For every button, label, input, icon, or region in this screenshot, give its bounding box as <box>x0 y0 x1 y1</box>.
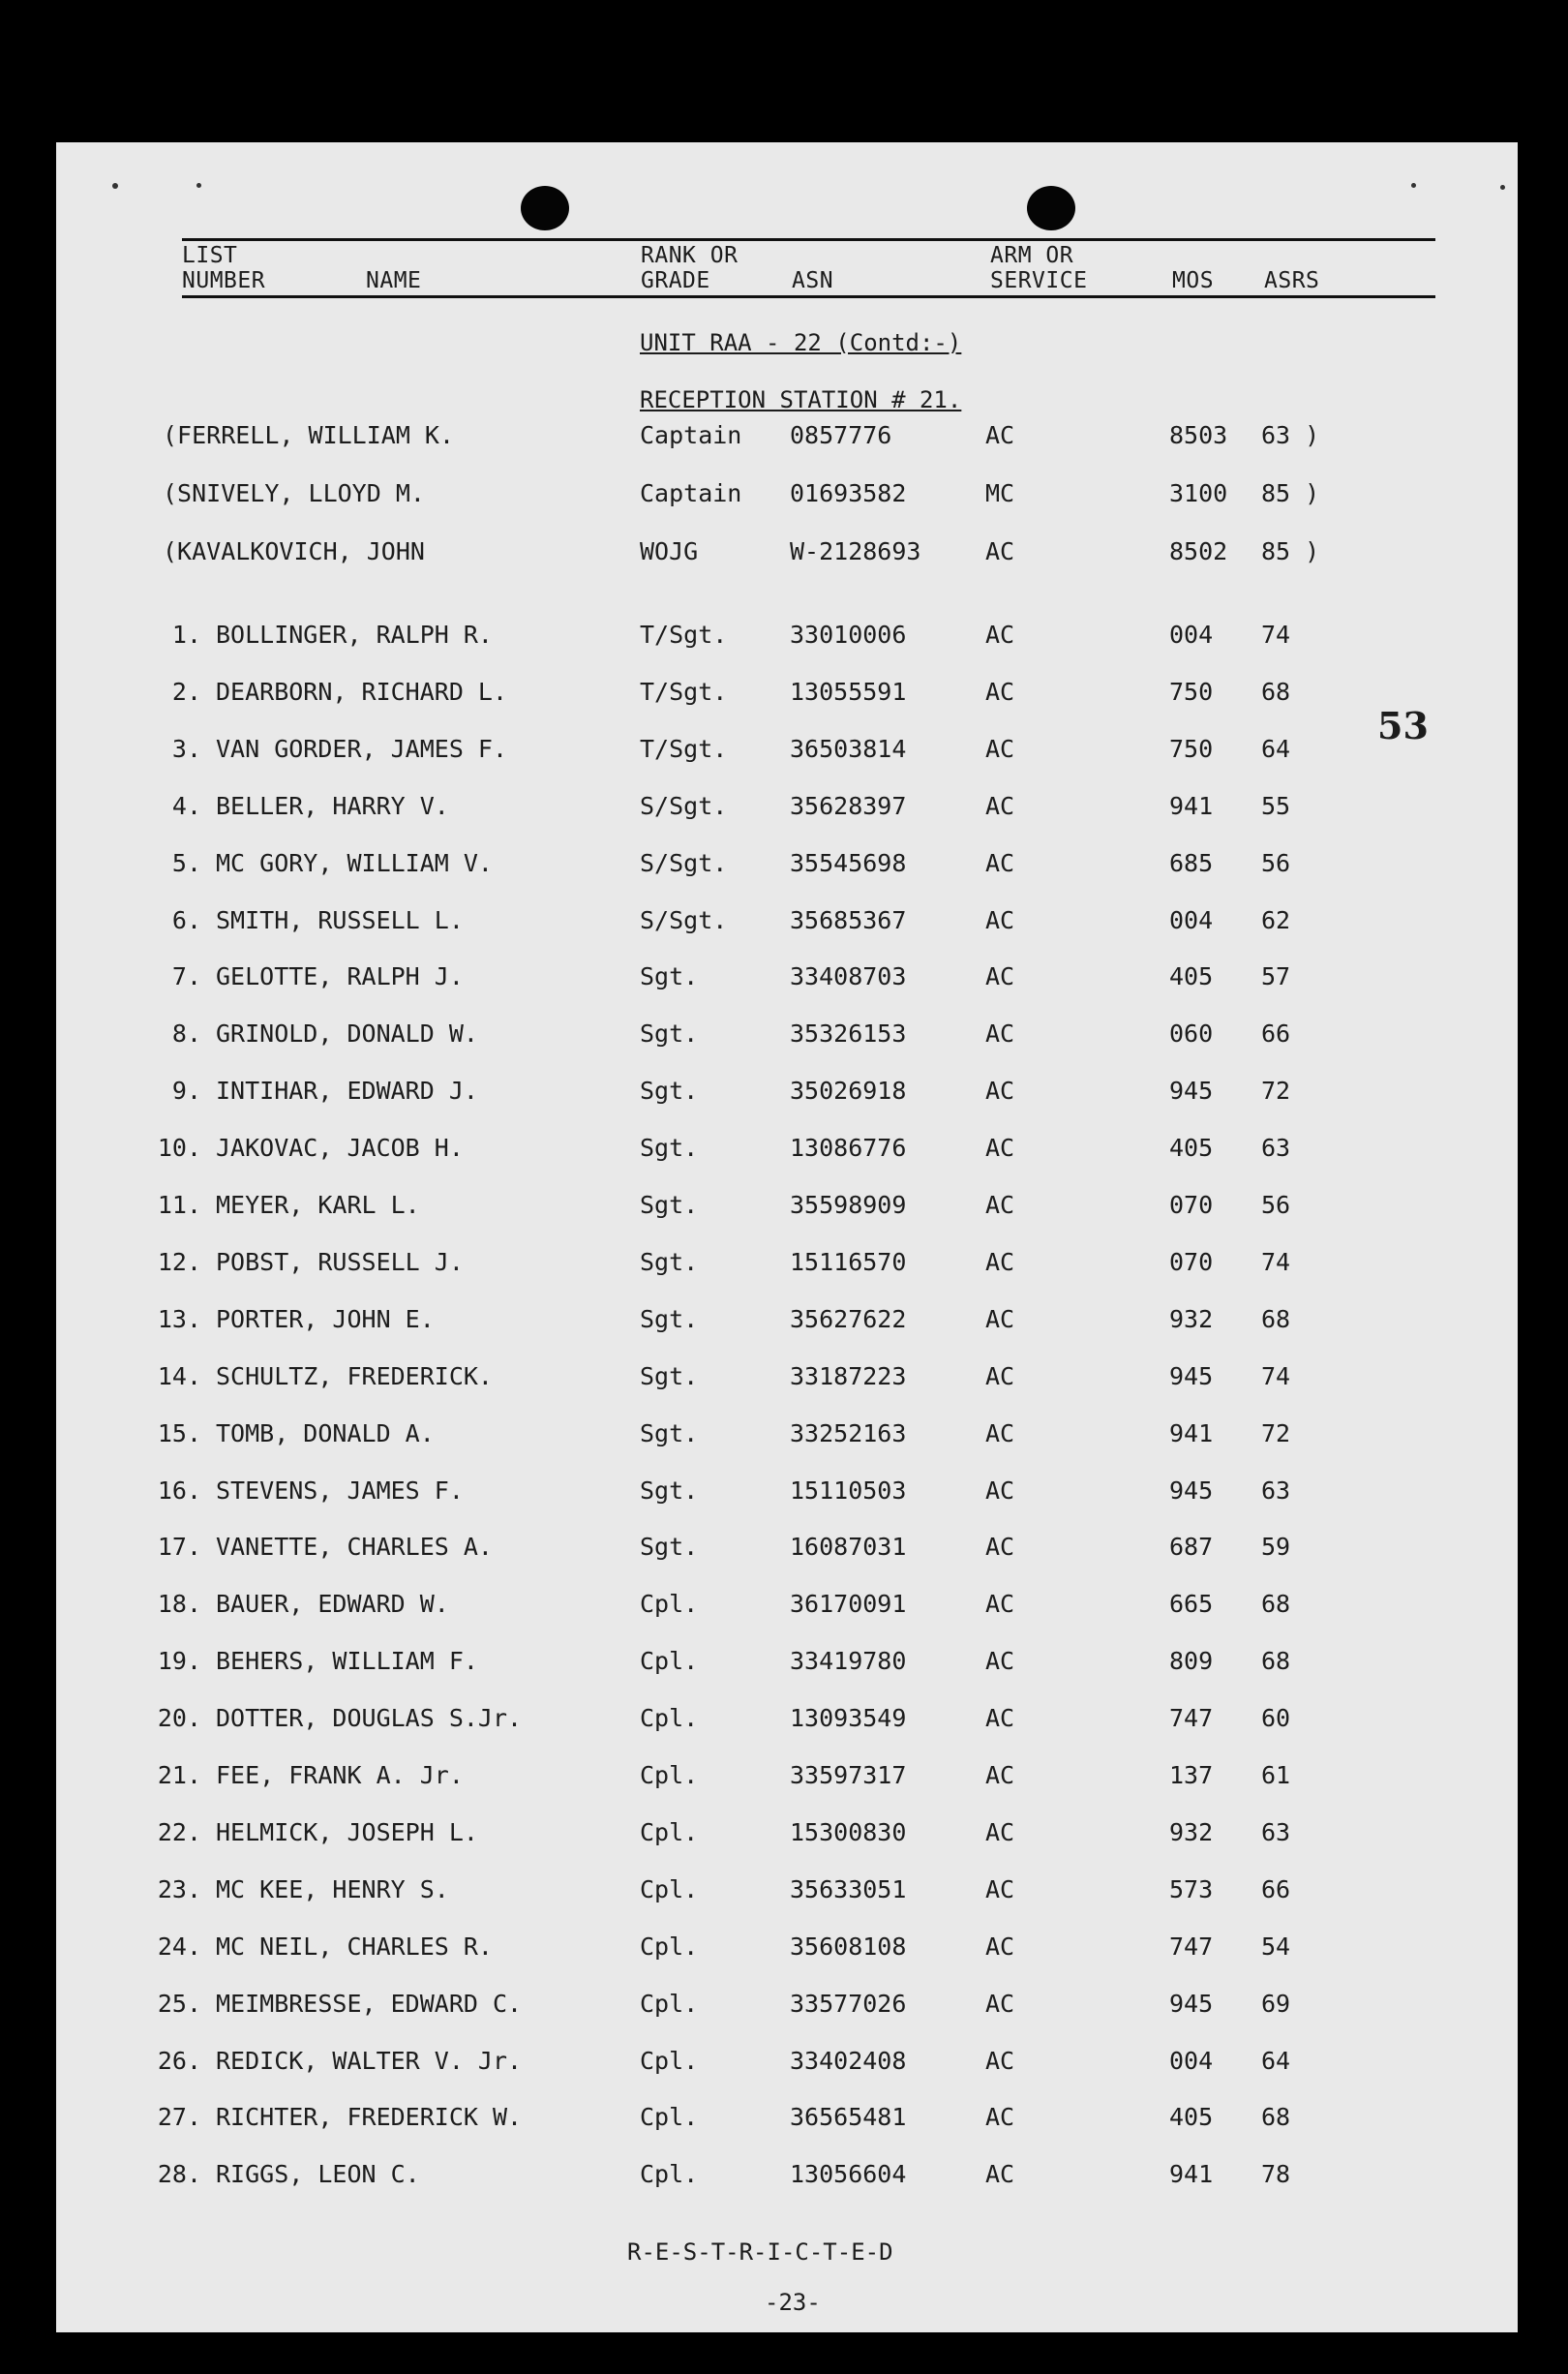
list-number: 24. <box>157 1932 201 1961</box>
header-name: NAME <box>366 268 422 293</box>
table-row <box>56 847 1518 880</box>
asn-cell: 33252163 <box>790 1418 907 1447</box>
asn-cell: 13055591 <box>790 677 907 706</box>
asrs-cell: 78 <box>1261 2160 1291 2189</box>
speck <box>1500 185 1505 190</box>
arm-cell: AC <box>985 1020 1015 1049</box>
list-number: 6. <box>171 905 201 934</box>
table-row <box>56 1588 1518 1621</box>
mos-cell: 070 <box>1169 1247 1214 1276</box>
rank-cell: S/Sgt. <box>640 905 728 934</box>
arm-cell: AC <box>985 1874 1015 1903</box>
name-cell: SCHULTZ, FREDERICK. <box>216 1361 493 1390</box>
mos-cell: 405 <box>1169 962 1214 991</box>
arm-cell: AC <box>985 1191 1015 1219</box>
arm-cell: AC <box>985 677 1015 706</box>
list-number: 22. <box>157 1817 201 1846</box>
rank-cell: Sgt. <box>640 1134 699 1163</box>
list-number: 8. <box>171 1020 201 1049</box>
name-cell: BOLLINGER, RALPH R. <box>216 621 493 649</box>
header-arm: ARM OR SERVICE <box>990 243 1088 293</box>
mos-cell: 687 <box>1169 1533 1214 1562</box>
table-row <box>56 1075 1518 1108</box>
list-number: 2. <box>171 677 201 706</box>
asrs-cell: 85 ) <box>1261 537 1320 565</box>
rank-cell: T/Sgt. <box>640 734 728 763</box>
footer-classification: R-E-S-T-R-I-C-T-E-D <box>627 2238 893 2266</box>
asn-cell: 33419780 <box>790 1647 907 1676</box>
mos-cell: 137 <box>1169 1761 1214 1789</box>
mos-cell: 941 <box>1169 791 1214 820</box>
list-number: 15. <box>157 1418 201 1447</box>
mos-cell: 945 <box>1169 1361 1214 1390</box>
list-number: 3. <box>171 734 201 763</box>
arm-cell: AC <box>985 1418 1015 1447</box>
asrs-cell: 59 <box>1261 1533 1291 1562</box>
asn-cell: 33187223 <box>790 1361 907 1390</box>
table-row <box>56 477 1518 510</box>
list-number: 27. <box>157 2103 201 2132</box>
rank-cell: WOJG <box>640 537 699 565</box>
asn-cell: 15116570 <box>790 1247 907 1276</box>
asn-cell: 13056604 <box>790 2160 907 2189</box>
list-number: 14. <box>157 1361 201 1390</box>
name-cell: MEYER, KARL L. <box>216 1191 420 1219</box>
arm-cell: AC <box>985 2103 1015 2132</box>
list-number: 12. <box>157 1247 201 1276</box>
table-row <box>56 1816 1518 1849</box>
name-cell: FEE, FRANK A. Jr. <box>216 1761 464 1789</box>
asrs-cell: 66 <box>1261 1020 1291 1049</box>
arm-cell: AC <box>985 1989 1015 2018</box>
arm-cell: AC <box>985 1817 1015 1846</box>
name-cell: GRINOLD, DONALD W. <box>216 1020 478 1049</box>
asn-cell: 35685367 <box>790 905 907 934</box>
header-bottom-rule <box>182 295 1435 298</box>
document-page <box>56 142 1518 2332</box>
table-row <box>56 1931 1518 1963</box>
rank-cell: Sgt. <box>640 962 699 991</box>
rank-cell: Sgt. <box>640 1361 699 1390</box>
asrs-cell: 63 <box>1261 1134 1291 1163</box>
mos-cell: 932 <box>1169 1304 1214 1333</box>
table-row <box>56 790 1518 823</box>
name-cell: HELMICK, JOSEPH L. <box>216 1817 478 1846</box>
rank-cell: Cpl. <box>640 1704 699 1733</box>
name-cell: RICHTER, FREDERICK W. <box>216 2103 523 2132</box>
rank-cell: S/Sgt. <box>640 791 728 820</box>
arm-cell: AC <box>985 2046 1015 2075</box>
arm-cell: AC <box>985 848 1015 877</box>
asn-cell: 35326153 <box>790 1020 907 1049</box>
speck <box>1411 183 1416 188</box>
rank-cell: Cpl. <box>640 1761 699 1789</box>
arm-cell: AC <box>985 1134 1015 1163</box>
name-cell: JAKOVAC, JACOB H. <box>216 1134 464 1163</box>
name-cell: MEIMBRESSE, EDWARD C. <box>216 1989 523 2018</box>
table-row <box>56 1645 1518 1678</box>
list-number: 10. <box>157 1134 201 1163</box>
asrs-cell: 64 <box>1261 734 1291 763</box>
asn-cell: 35627622 <box>790 1304 907 1333</box>
table-row <box>56 1018 1518 1050</box>
name-cell: DOTTER, DOUGLAS S.Jr. <box>216 1704 523 1733</box>
mos-cell: 932 <box>1169 1817 1214 1846</box>
arm-cell: AC <box>985 1247 1015 1276</box>
table-row <box>56 960 1518 993</box>
name-cell: TOMB, DONALD A. <box>216 1418 435 1447</box>
asrs-cell: 68 <box>1261 2103 1291 2132</box>
rank-cell: S/Sgt. <box>640 848 728 877</box>
asn-cell: 16087031 <box>790 1533 907 1562</box>
name-cell: BEHERS, WILLIAM F. <box>216 1647 478 1676</box>
table-row <box>56 419 1518 452</box>
asn-cell: 35633051 <box>790 1874 907 1903</box>
table-row <box>56 2158 1518 2191</box>
asrs-cell: 56 <box>1261 848 1291 877</box>
name-cell: MC GORY, WILLIAM V. <box>216 848 493 877</box>
table-row <box>56 1360 1518 1393</box>
mos-cell: 070 <box>1169 1191 1214 1219</box>
mos-cell: 945 <box>1169 1077 1214 1106</box>
header-top-rule <box>182 238 1435 241</box>
mos-cell: 405 <box>1169 2103 1214 2132</box>
mos-cell: 405 <box>1169 1134 1214 1163</box>
table-row <box>56 1132 1518 1165</box>
unit-heading: UNIT RAA - 22 (Contd:-) <box>640 329 962 356</box>
asn-cell: 35545698 <box>790 848 907 877</box>
asn-cell: 33408703 <box>790 962 907 991</box>
asrs-cell: 57 <box>1261 962 1291 991</box>
asrs-cell: 68 <box>1261 1304 1291 1333</box>
asrs-cell: 68 <box>1261 1590 1291 1619</box>
asrs-cell: 72 <box>1261 1077 1291 1106</box>
asrs-cell: 62 <box>1261 905 1291 934</box>
table-row <box>56 1303 1518 1336</box>
asrs-cell: 63 <box>1261 1476 1291 1505</box>
name-cell: DEARBORN, RICHARD L. <box>216 677 508 706</box>
asrs-cell: 54 <box>1261 1932 1291 1961</box>
asrs-cell: 68 <box>1261 1647 1291 1676</box>
list-number: 28. <box>157 2160 201 2189</box>
name-cell: INTIHAR, EDWARD J. <box>216 1077 478 1106</box>
mos-cell: 685 <box>1169 848 1214 877</box>
name-cell: POBST, RUSSELL J. <box>216 1247 464 1276</box>
rank-cell: Cpl. <box>640 2046 699 2075</box>
table-row <box>56 904 1518 937</box>
name-cell: MC NEIL, CHARLES R. <box>216 1932 493 1961</box>
asn-cell: W-2128693 <box>790 537 921 565</box>
table-row <box>56 1702 1518 1735</box>
rank-cell: Cpl. <box>640 1647 699 1676</box>
rank-cell: Sgt. <box>640 1191 699 1219</box>
list-number: 25. <box>157 1989 201 2018</box>
list-number: 1. <box>171 621 201 649</box>
arm-cell: AC <box>985 1761 1015 1789</box>
mos-cell: 573 <box>1169 1874 1214 1903</box>
name-cell: RIGGS, LEON C. <box>216 2160 420 2189</box>
list-number: 7. <box>171 962 201 991</box>
list-number: 13. <box>157 1304 201 1333</box>
speck <box>196 183 201 188</box>
rank-cell: Captain <box>640 421 742 449</box>
rank-cell: Sgt. <box>640 1304 699 1333</box>
rank-cell: Sgt. <box>640 1418 699 1447</box>
list-number: 21. <box>157 1761 201 1789</box>
asn-cell: 36565481 <box>790 2103 907 2132</box>
name-cell: (FERRELL, WILLIAM K. <box>163 421 455 449</box>
name-cell: SMITH, RUSSELL L. <box>216 905 464 934</box>
name-cell: MC KEE, HENRY S. <box>216 1874 449 1903</box>
mos-cell: 004 <box>1169 2046 1214 2075</box>
name-cell: GELOTTE, RALPH J. <box>216 962 464 991</box>
arm-cell: AC <box>985 1932 1015 1961</box>
asrs-cell: 63 ) <box>1261 421 1320 449</box>
asn-cell: 01693582 <box>790 479 907 507</box>
arm-cell: AC <box>985 1476 1015 1505</box>
rank-cell: T/Sgt. <box>640 677 728 706</box>
asn-cell: 33402408 <box>790 2046 907 2075</box>
rank-cell: Sgt. <box>640 1247 699 1276</box>
name-cell: (SNIVELY, LLOYD M. <box>163 479 425 507</box>
asrs-cell: 55 <box>1261 791 1291 820</box>
arm-cell: AC <box>985 962 1015 991</box>
table-row <box>56 1189 1518 1222</box>
rank-cell: Sgt. <box>640 1476 699 1505</box>
rank-cell: Cpl. <box>640 1590 699 1619</box>
name-cell: STEVENS, JAMES F. <box>216 1476 464 1505</box>
arm-cell: AC <box>985 621 1015 649</box>
mos-cell: 665 <box>1169 1590 1214 1619</box>
header-rank: RANK OR GRADE <box>641 243 739 293</box>
asn-cell: 13093549 <box>790 1704 907 1733</box>
asrs-cell: 85 ) <box>1261 479 1320 507</box>
name-cell: BELLER, HARRY V. <box>216 791 449 820</box>
asn-cell: 33577026 <box>790 1989 907 2018</box>
rank-cell: Cpl. <box>640 1989 699 2018</box>
list-number: 4. <box>171 791 201 820</box>
asrs-cell: 74 <box>1261 621 1291 649</box>
table-row <box>56 2045 1518 2078</box>
name-cell: (KAVALKOVICH, JOHN <box>163 537 425 565</box>
table-row <box>56 733 1518 766</box>
arm-cell: AC <box>985 791 1015 820</box>
margin-page-number: 53 <box>1377 704 1429 747</box>
header-mos: MOS <box>1172 268 1215 293</box>
mos-cell: 941 <box>1169 1418 1214 1447</box>
footer-page-number: -23- <box>765 2289 821 2316</box>
rank-cell: Cpl. <box>640 2103 699 2132</box>
asrs-cell: 68 <box>1261 677 1291 706</box>
arm-cell: AC <box>985 1590 1015 1619</box>
list-number: 20. <box>157 1704 201 1733</box>
table-row <box>56 619 1518 652</box>
arm-cell: AC <box>985 537 1015 565</box>
rank-cell: Cpl. <box>640 1817 699 1846</box>
asrs-cell: 61 <box>1261 1761 1291 1789</box>
mos-cell: 941 <box>1169 2160 1214 2189</box>
arm-cell: AC <box>985 1361 1015 1390</box>
mos-cell: 060 <box>1169 1020 1214 1049</box>
arm-cell: AC <box>985 421 1015 449</box>
list-number: 18. <box>157 1590 201 1619</box>
asn-cell: 15110503 <box>790 1476 907 1505</box>
mos-cell: 3100 <box>1169 479 1228 507</box>
list-number: 26. <box>157 2046 201 2075</box>
table-row <box>56 1246 1518 1279</box>
rank-cell: Sgt. <box>640 1077 699 1106</box>
header-list: LIST NUMBER <box>182 243 266 293</box>
asn-cell: 36503814 <box>790 734 907 763</box>
arm-cell: AC <box>985 905 1015 934</box>
arm-cell: AC <box>985 1077 1015 1106</box>
arm-cell: AC <box>985 1533 1015 1562</box>
arm-cell: MC <box>985 479 1015 507</box>
asrs-cell: 74 <box>1261 1361 1291 1390</box>
table-row <box>56 1475 1518 1507</box>
table-row <box>56 535 1518 568</box>
asrs-cell: 72 <box>1261 1418 1291 1447</box>
list-number: 11. <box>157 1191 201 1219</box>
mos-cell: 809 <box>1169 1647 1214 1676</box>
station-heading: RECEPTION STATION # 21. <box>640 386 962 413</box>
asn-cell: 33597317 <box>790 1761 907 1789</box>
speck <box>112 183 118 189</box>
asn-cell: 36170091 <box>790 1590 907 1619</box>
rank-cell: Cpl. <box>640 1932 699 1961</box>
table-row <box>56 676 1518 709</box>
arm-cell: AC <box>985 1647 1015 1676</box>
mos-cell: 747 <box>1169 1704 1214 1733</box>
list-number: 19. <box>157 1647 201 1676</box>
asrs-cell: 56 <box>1261 1191 1291 1219</box>
table-row <box>56 1417 1518 1450</box>
mos-cell: 8503 <box>1169 421 1228 449</box>
table-row <box>56 1759 1518 1792</box>
name-cell: VAN GORDER, JAMES F. <box>216 734 508 763</box>
table-row <box>56 1531 1518 1564</box>
asrs-cell: 69 <box>1261 1989 1291 2018</box>
asrs-cell: 74 <box>1261 1247 1291 1276</box>
asn-cell: 13086776 <box>790 1134 907 1163</box>
arm-cell: AC <box>985 1304 1015 1333</box>
asn-cell: 35026918 <box>790 1077 907 1106</box>
asrs-cell: 64 <box>1261 2046 1291 2075</box>
header-asrs: ASRS <box>1264 268 1320 293</box>
table-row <box>56 2101 1518 2134</box>
asn-cell: 15300830 <box>790 1817 907 1846</box>
mos-cell: 004 <box>1169 905 1214 934</box>
rank-cell: T/Sgt. <box>640 621 728 649</box>
rank-cell: Sgt. <box>640 1533 699 1562</box>
name-cell: BAUER, EDWARD W. <box>216 1590 449 1619</box>
arm-cell: AC <box>985 734 1015 763</box>
mos-cell: 750 <box>1169 677 1214 706</box>
header-asn: ASN <box>792 268 834 293</box>
asn-cell: 35628397 <box>790 791 907 820</box>
arm-cell: AC <box>985 1704 1015 1733</box>
name-cell: REDICK, WALTER V. Jr. <box>216 2046 523 2075</box>
mos-cell: 747 <box>1169 1932 1214 1961</box>
list-number: 5. <box>171 848 201 877</box>
mos-cell: 945 <box>1169 1989 1214 2018</box>
table-row <box>56 1988 1518 2021</box>
asn-cell: 35608108 <box>790 1932 907 1961</box>
list-number: 16. <box>157 1476 201 1505</box>
rank-cell: Captain <box>640 479 742 507</box>
asn-cell: 0857776 <box>790 421 892 449</box>
rank-cell: Cpl. <box>640 2160 699 2189</box>
mos-cell: 945 <box>1169 1476 1214 1505</box>
list-number: 23. <box>157 1874 201 1903</box>
mos-cell: 004 <box>1169 621 1214 649</box>
asrs-cell: 60 <box>1261 1704 1291 1733</box>
asn-cell: 33010006 <box>790 621 907 649</box>
rank-cell: Cpl. <box>640 1874 699 1903</box>
mos-cell: 8502 <box>1169 537 1228 565</box>
asn-cell: 35598909 <box>790 1191 907 1219</box>
asrs-cell: 66 <box>1261 1874 1291 1903</box>
table-row <box>56 1873 1518 1906</box>
arm-cell: AC <box>985 2160 1015 2189</box>
mos-cell: 750 <box>1169 734 1214 763</box>
asrs-cell: 63 <box>1261 1817 1291 1846</box>
rank-cell: Sgt. <box>640 1020 699 1049</box>
name-cell: VANETTE, CHARLES A. <box>216 1533 493 1562</box>
punch-hole <box>1027 186 1075 230</box>
punch-hole <box>521 186 569 230</box>
list-number: 9. <box>171 1077 201 1106</box>
name-cell: PORTER, JOHN E. <box>216 1304 435 1333</box>
list-number: 17. <box>157 1533 201 1562</box>
